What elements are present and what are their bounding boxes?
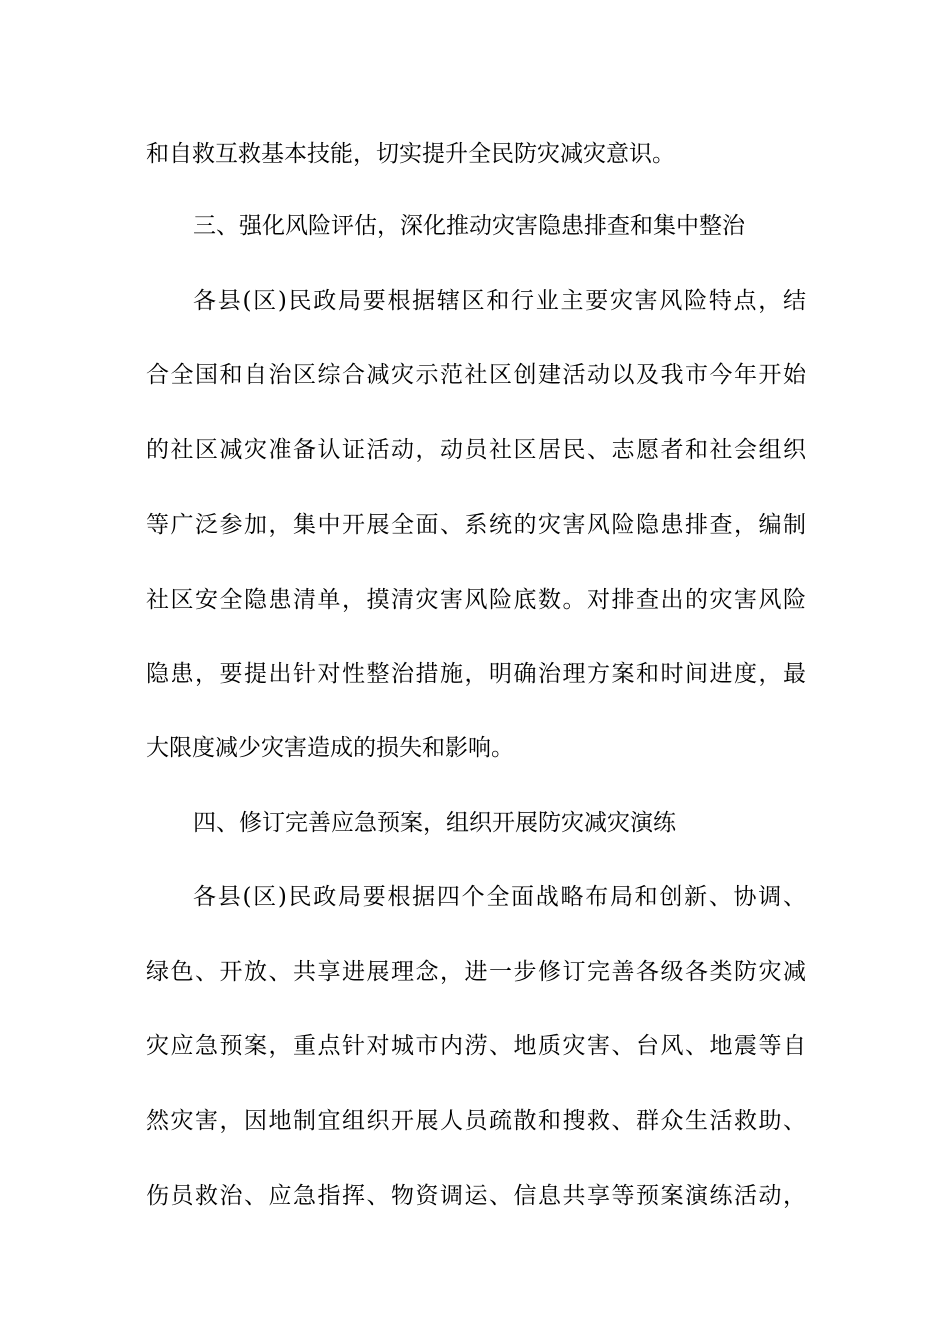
section-heading-3: 三、强化风险评估，深化推动灾害隐患排查和集中整治: [193, 213, 745, 239]
paragraph-line: 合全国和自治区综合减灾示范社区创建活动以及我市今年开始: [146, 362, 806, 388]
paragraph-line: 伤员救治、应急指挥、物资调运、信息共享等预案演练活动，: [146, 1183, 806, 1209]
paragraph-line: 各县(区)民政局要根据辖区和行业主要灾害风险特点，结: [193, 288, 806, 314]
paragraph-line: 绿色、开放、共享进展理念，进一步修订完善各级各类防灾减: [146, 959, 806, 985]
paragraph-line: 社区安全隐患清单，摸清灾害风险底数。对排查出的灾害风险: [146, 587, 806, 613]
paragraph-line: 的社区减灾准备认证活动，动员社区居民、志愿者和社会组织: [146, 437, 806, 463]
paragraph-line: 各县(区)民政局要根据四个全面战略布局和创新、协调、: [193, 884, 806, 910]
section-heading-4: 四、修订完善应急预案，组织开展防灾减灾演练: [193, 810, 676, 836]
paragraph-line: 灾应急预案，重点针对城市内涝、地质灾害、台风、地震等自: [146, 1033, 806, 1059]
paragraph-line: 然灾害，因地制宜组织开展人员疏散和搜救、群众生活救助、: [146, 1108, 806, 1134]
paragraph-line: 和自救互救基本技能，切实提升全民防灾减灾意识。: [146, 141, 675, 167]
paragraph-line: 隐患，要提出针对性整治措施，明确治理方案和时间进度，最: [146, 661, 806, 687]
paragraph-line: 等广泛参加，集中开展全面、系统的灾害风险隐患排查，编制: [146, 512, 806, 538]
paragraph-line: 大限度减少灾害造成的损失和影响。: [146, 735, 514, 761]
